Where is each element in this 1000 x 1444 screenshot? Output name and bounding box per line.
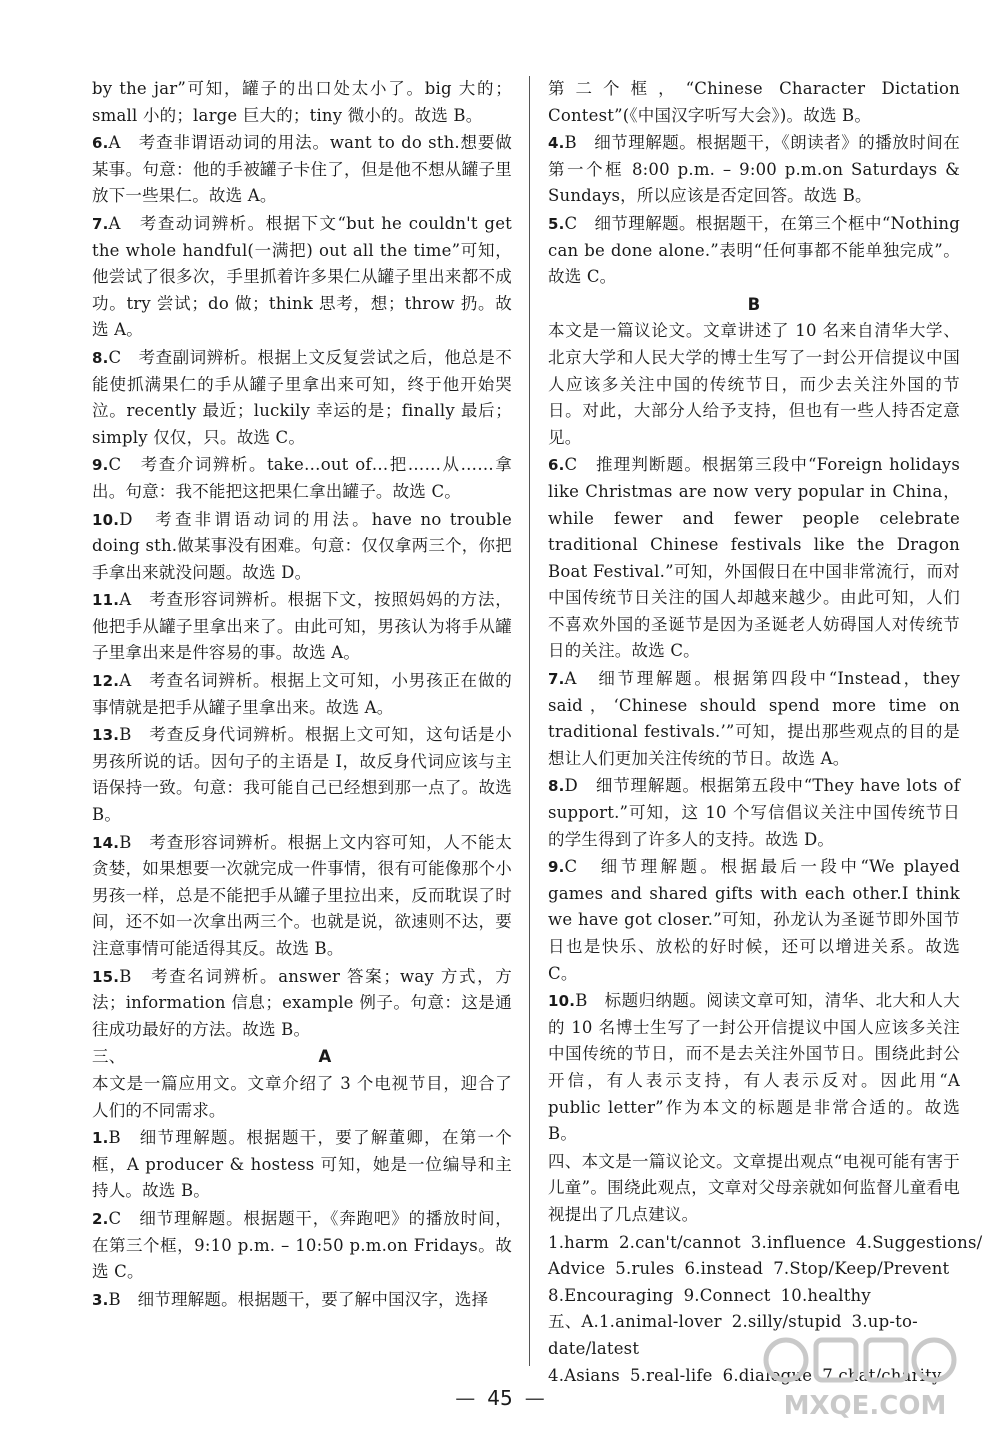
- section-four-answers-line-1: [548, 1230, 983, 1257]
- part-b-item-text: A 细节理解题。根据第四段中“Instead，they said，‘Chinese should spend more time on traditional festivals.’”可知，提出那些观点的目的是想让人们更加关注传统的节日。故选 A。: [548, 669, 960, 768]
- section-three-label: 三、: [92, 1047, 126, 1067]
- part-a-item: [92, 1287, 512, 1314]
- left-answer-item: [92, 507, 512, 587]
- page-number-dash-right: —: [524, 1386, 545, 1410]
- section-four-answer: 5.rules: [615, 1259, 675, 1279]
- part-a-item-number: 3.: [92, 1290, 109, 1309]
- right-answer-item-text: 第二个框，“Chinese Character Dictation Contest”(《中国汉字听写大会》)。故选 B。: [548, 79, 960, 125]
- section-four-answer: 6.instead: [684, 1259, 764, 1279]
- right-answer-item-text: B 细节理解题。根据题干，《朗读者》的播放时间在第一个框 8:00 p.m. – 9:00 p.m.on Saturdays & Sundays，所以应该是否定回答。故选 B。: [548, 133, 960, 206]
- left-answer-item: [92, 830, 512, 963]
- left-answer-item: [92, 452, 512, 505]
- right-answer-item-number: 5.: [548, 214, 565, 233]
- section-four-intro-text: 本文是一篇议论文。文章提出观点“电视可能有害于儿童”。围绕此观点，文章对父母亲就如何监督儿童看电视提出了几点建议。: [548, 1151, 960, 1224]
- section-four-answer: 9.Connect: [683, 1285, 771, 1305]
- section-five-answer: 3.up-to-date/latest: [548, 1312, 918, 1358]
- right-answer-item: [548, 211, 960, 291]
- left-column: [92, 76, 512, 1314]
- page-number-value: 45: [487, 1386, 513, 1410]
- section-five-answer: 5.real-life: [629, 1365, 713, 1385]
- left-answer-item: [92, 211, 512, 344]
- part-a-item-text: B 细节理解题。根据题干，要了解中国汉字，选择: [108, 1289, 489, 1309]
- part-b-item-number: 6.: [548, 456, 565, 475]
- part-b-item-text: C 细节理解题。根据最后一段中“We played games and shared gifts with each other.I think we have got closer.”可知，孙龙认为圣诞节即外国节日也是快乐、放松的好时候，还可以增进关系。故选 C。: [548, 857, 960, 983]
- section-three-heading: [92, 1044, 512, 1071]
- left-answer-item-text: D 考查非谓语动词的用法。have no trouble doing sth.做某事没有困难。句意：仅仅拿两三个，你把手拿出来就没问题。故选 D。: [92, 509, 512, 582]
- part-b-item-text: C 推理判断题。根据第三段中“Foreign holidays like Christmas are now very popular in China，while fewer and fewer people celebrate traditional Chinese festivals like the Dragon Boat Festival.”可知，外国假日在中国非常流行，而对中国传统节日关注的国人却越来越少。由此可知，人们不喜欢外国的圣诞节是因为圣诞老人妨碍国人对传统节日的关注。故选 C。: [548, 455, 960, 661]
- part-b-item: [548, 854, 960, 987]
- left-answer-item-text: A 考查名词辨析。根据上文可知，小男孩正在做的事情就是把手从罐子里拿出来。故选 A。: [92, 671, 512, 717]
- part-b-item-number: 9.: [548, 858, 565, 877]
- part-b-heading: B: [747, 294, 761, 314]
- section-four-answers-line-2: [548, 1256, 960, 1283]
- right-answer-item: [548, 130, 960, 210]
- section-four-answer: 1.harm: [548, 1232, 609, 1252]
- part-b-item: [548, 988, 960, 1148]
- part-a-item: [92, 1206, 512, 1286]
- left-answer-items: [92, 76, 512, 1043]
- left-answer-item-number: 7.: [92, 214, 109, 233]
- part-b-item: [548, 773, 960, 853]
- section-four-answer: 4.Suggestions/: [856, 1232, 983, 1252]
- left-answer-item-number: 14.: [92, 833, 120, 852]
- left-answer-item-number: 8.: [92, 348, 109, 367]
- right-answer-item: [548, 76, 960, 129]
- section-five-answer: A.1.animal-lover: [581, 1312, 722, 1332]
- part-b-item-text: B 标题归纳题。阅读文章可知，清华、北大和人大的 10 名博士生写了一封公开信提议中国人应该多关注中国传统的节日，而不是去关注外国节日。围绕此封公开信，有人表示支持，有人表示反对。因此用“A public letter”作为本文的标题是非常合适的。故选 B。: [548, 991, 960, 1144]
- section-five-answer: 2.silly/stupid: [731, 1312, 842, 1332]
- right-column: [548, 76, 983, 1389]
- left-answer-item: [92, 76, 512, 129]
- left-answer-item-text: A 考查非谓语动词的用法。want to do sth.想要做某事。句意：他的手被罐子卡住了，但是他不想从罐子里放下一些果仁。故选 A。: [92, 133, 512, 206]
- left-answer-item-text: by the jar”可知，罐子的出口处太小了。big 大的；small 小的；large 巨大的；tiny 微小的。故选 B。: [92, 79, 512, 125]
- left-answer-item-number: 13.: [92, 726, 120, 745]
- left-answer-item-text: C 考查副词辨析。根据上文反复尝试之后，他总是不能使抓满果仁的手从罐子里拿出来可知，终于他开始哭泣。recently 最近；luckily 幸运的是；finally 最后；simply 仅仅，只。故选 C。: [92, 347, 512, 447]
- section-four-intro: [548, 1149, 960, 1229]
- left-answer-item-text: B 考查反身代词辨析。根据上文可知，这句话是小男孩所说的话。因句子的主语是 I，故反身代词应该与主语保持一致。句意：我可能自己已经想到那一点了。故选 B。: [92, 725, 512, 825]
- left-answer-item-text: A 考查动词辨析。根据下文“but he couldn't get the whole handful(一满把) out all the time”可知，他尝试了很多次，手里抓着许多果仁从罐子里出来都不成功。try 尝试；do 做；think 思考，想；throw 扔。故选 A。: [92, 213, 512, 340]
- left-answer-item-number: 12.: [92, 672, 120, 691]
- left-answer-item: [92, 345, 512, 451]
- section-four-label: 四、: [548, 1151, 582, 1171]
- column-divider: [529, 76, 530, 1366]
- section-four-answer: 3.influence: [750, 1232, 847, 1252]
- part-a-heading: A: [318, 1047, 332, 1067]
- part-a-item: [92, 1125, 512, 1205]
- left-answer-item: [92, 668, 512, 721]
- part-b-item-text: D 细节理解题。根据第五段中“They have lots of support.”可知，这 10 个写信倡议关注中国传统节日的学生得到了许多人的支持。故选 D。: [548, 776, 960, 849]
- part-a-item-text: C 细节理解题。根据题干，《奔跑吧》的播放时间，在第三个框，9:10 p.m. – 10:50 p.m.on Fridays。故选 C。: [92, 1208, 512, 1282]
- left-answer-item-number: 11.: [92, 591, 120, 610]
- watermark-logo: [760, 1326, 970, 1422]
- left-answer-item: [92, 587, 512, 667]
- section-five-answer: 4.Asians: [548, 1365, 620, 1385]
- right-top-items: [548, 76, 960, 291]
- section-five-answer: 7.chat/charity: [822, 1365, 942, 1385]
- section-four-answer: 8.Encouraging: [548, 1285, 674, 1305]
- left-answer-item-number: 6.: [92, 134, 109, 153]
- section-five-label: 五、: [548, 1312, 582, 1332]
- section-four-answer: 2.can't/cannot: [618, 1232, 741, 1252]
- page-number-dash-left: —: [455, 1386, 476, 1410]
- part-b-item: [548, 666, 960, 772]
- section-four-answer: 10.healthy: [780, 1285, 871, 1305]
- left-answer-item-number: 10.: [92, 510, 120, 529]
- part-b-items: [548, 452, 960, 1147]
- left-answer-item-text: C 考查介词辨析。take…out of…把……从……拿出。句意：我不能把这把果仁拿出罐子。故选 C。: [92, 455, 512, 501]
- left-answer-item: [92, 722, 512, 828]
- part-a-item-number: 1.: [92, 1129, 109, 1148]
- section-four-answers-line-3: [548, 1283, 960, 1310]
- left-answer-item-text: A 考查形容词辨析。根据下文，按照妈妈的方法，他把手从罐子里拿出来了。由此可知，男孩认为将手从罐子里拿出来是件容易的事。故选 A。: [92, 590, 512, 663]
- left-answer-item: [92, 964, 512, 1044]
- part-a-item-number: 2.: [92, 1209, 109, 1228]
- left-answer-item: [92, 130, 512, 210]
- section-five-answer: 6.dialogue: [722, 1365, 813, 1385]
- svg-text:MXQE.COM: MXQE.COM: [783, 1391, 947, 1421]
- part-a-intro: 本文是一篇应用文。文章介绍了 3 个电视节目，迎合了人们的不同需求。: [92, 1073, 512, 1120]
- part-a-items: [92, 1125, 512, 1313]
- left-answer-item-text: B 考查名词辨析。answer 答案；way 方式，方法；information 信息；example 例子。句意：这是通往成功最好的方法。故选 B。: [92, 966, 512, 1039]
- part-b-item-number: 8.: [548, 777, 565, 796]
- left-answer-item-text: B 考查形容词辨析。根据上文内容可知，人不能太贪婪，如果想要一次就完成一件事情，很有可能像那个小男孩一样，总是不能把手从罐子里拉出来，反而耽误了时间，还不如一次拿出两三个。也就是说，欲速则不达，要注意事情可能适得其反。故选 B。: [92, 832, 512, 958]
- right-answer-item-text: C 细节理解题。根据题干，在第三个框中“Nothing can be done alone.”表明“任何事都不能单独完成”。故选 C。: [548, 213, 960, 287]
- part-b-intro: 本文是一篇议论文。文章讲述了 10 名来自清华大学、北京大学和人民大学的博士生写了一封公开信提议中国人应该多关注中国的传统节日，而少去关注外国的节日。对此，大部分人给予支持，但也有一些人持否定意见。: [548, 321, 960, 447]
- part-b-item: [548, 452, 960, 665]
- section-four-answer: Advice: [548, 1259, 606, 1279]
- part-b-item-number: 10.: [548, 992, 576, 1011]
- left-answer-item-number: 15.: [92, 967, 120, 986]
- part-a-item-text: B 细节理解题。根据题干，要了解董卿，在第一个框，A producer & hostess 可知，她是一位编导和主持人。故选 B。: [92, 1128, 512, 1201]
- section-four-answer: 7.Stop/Keep/Prevent: [773, 1259, 950, 1279]
- right-answer-item-number: 4.: [548, 134, 565, 153]
- left-answer-item-number: 9.: [92, 456, 109, 475]
- part-b-item-number: 7.: [548, 670, 565, 689]
